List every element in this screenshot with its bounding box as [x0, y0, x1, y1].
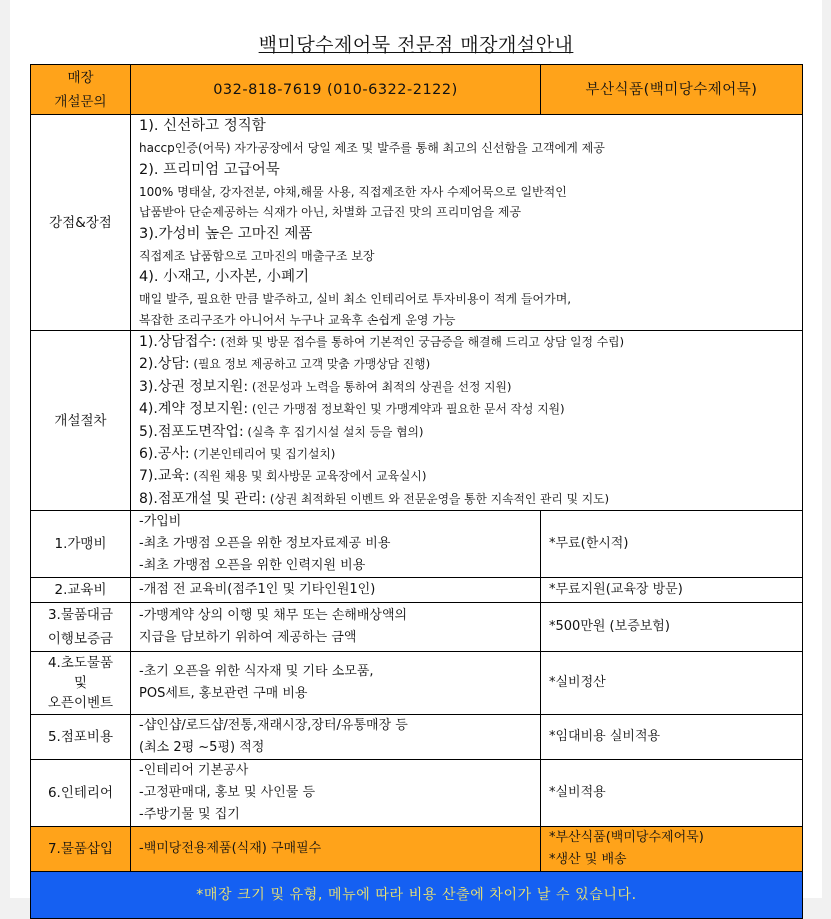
cost-value-line: *500만원 (보증보험) [549, 619, 670, 635]
cost-detail-line: -샵인샵/로드샵/전통,재래시장,장터/유통매장 등 [139, 718, 408, 734]
strength-detail: 복잡한 조리구조가 아니어서 누구나 교육후 손쉽게 운영 가능 [139, 312, 456, 327]
procedure-step-name: 6).공사: [139, 446, 190, 463]
procedure-content [131, 331, 803, 511]
cost-label-line: 2.교육비 [54, 582, 107, 599]
cost-detail-line: -최초 가맹점 오픈을 위한 인력지원 비용 [139, 558, 366, 574]
strengths-row [31, 115, 803, 331]
cost-detail-line: -가입비 [139, 514, 182, 530]
cost-detail-line: -초기 오픈을 위한 식자재 및 기타 소모품, [139, 664, 374, 680]
cost-row [31, 603, 803, 652]
procedure-step-desc: (실측 후 집기시설 설치 등을 협의) [243, 424, 424, 439]
strength-heading: 1). 신선하고 정직함 [139, 118, 266, 134]
procedure-step-name: 8).점포개설 및 관리: [139, 490, 267, 507]
franchise-info-table [30, 64, 803, 919]
cost-value [541, 827, 803, 872]
cost-row [31, 827, 803, 872]
cost-label [31, 511, 131, 578]
procedure-step [139, 353, 802, 375]
cost-label [31, 603, 131, 652]
strength-heading: 2). 프리미엄 고급어묵 [139, 161, 280, 178]
cost-detail-line: -고정판매대, 홍보 및 사인물 등 [139, 785, 316, 801]
notice-banner: *매장 크기 및 유형, 메뉴에 따라 비용 산출에 차이가 날 수 있습니다. [31, 872, 803, 919]
procedure-step-name: 7).교육: [139, 468, 190, 485]
strengths-content [131, 115, 803, 331]
cost-label-line: 3.물품대금 [47, 607, 114, 624]
cost-label-line: 1.가맹비 [54, 536, 107, 553]
procedure-step-desc: (직원 채용 및 회사방문 교육장에서 교육실시) [189, 469, 427, 484]
procedure-label: 개설절차 [31, 331, 131, 511]
procedure-step [139, 421, 802, 443]
cost-detail-line: (최소 2평 ~5평) 적정 [139, 740, 265, 756]
contact-label: 매장 개설문의 [31, 65, 131, 115]
cost-detail-line: POS세트, 홍보관련 구매 비용 [139, 686, 308, 702]
strengths-label: 강점&장점 [31, 115, 131, 331]
cost-value [541, 603, 803, 652]
strength-heading: 3).가성비 높은 고마진 제품 [139, 225, 313, 242]
cost-value-line: *생산 및 배송 [549, 852, 627, 868]
procedure-step-name: 2).상담: [139, 356, 190, 373]
page [10, 0, 822, 904]
cost-value-line: *무료(한시적) [549, 536, 629, 552]
cost-detail-line: -주방기물 및 집기 [139, 807, 240, 823]
cost-label-line: 6.인테리어 [47, 785, 114, 802]
cost-value-line: *실비적용 [549, 785, 606, 801]
cost-value [541, 511, 803, 578]
cost-label [31, 652, 131, 715]
procedure-step-desc: (상권 최적화된 이벤트 와 전문운영을 통한 지속적인 관리 및 지도) [266, 491, 610, 506]
cost-detail [131, 603, 541, 652]
cost-detail [131, 511, 541, 578]
procedure-step-desc: (전화 및 방문 접수를 통하여 기본적인 궁금증을 해결해 드리고 상담 일정 수립) [216, 335, 625, 349]
procedure-row [31, 331, 803, 511]
cost-detail-line: -인테리어 기본공사 [139, 763, 249, 779]
procedure-step-name: 1).상담접수: [139, 334, 217, 350]
cost-detail [131, 715, 541, 760]
cost-label [31, 760, 131, 827]
procedure-step-name: 4).계약 정보지원: [139, 401, 249, 418]
strength-detail: haccp인증(어묵) 자가공장에서 당일 제조 및 발주를 통해 최고의 신선함을 고객에게 제공 [139, 141, 605, 155]
cost-value [541, 715, 803, 760]
strength-detail: 납품받아 단순제공하는 식재가 아닌, 차별화 고급진 맛의 프리미엄을 제공 [139, 205, 522, 219]
cost-value-line: *무료지원(교육장 방문) [549, 582, 683, 598]
procedure-step [139, 465, 802, 487]
cost-detail-line: -개점 전 교육비(점주1인 및 기타인원1인) [139, 582, 376, 598]
cost-row [31, 715, 803, 760]
cost-value-line: *임대비용 실비적용 [549, 729, 661, 745]
cost-value [541, 652, 803, 715]
contact-phone: 032-818-7619 (010-6322-2122) [131, 65, 541, 115]
procedure-step-desc: (기본인테리어 및 집기설치) [189, 447, 336, 462]
strength-heading: 4). 小재고, 小자본, 小폐기 [139, 269, 310, 285]
cost-value [541, 760, 803, 827]
cost-label [31, 715, 131, 760]
cost-label-line: 이행보증금 [47, 631, 114, 648]
cost-label [31, 578, 131, 603]
cost-label-line: 5.점포비용 [47, 729, 114, 746]
cost-detail-line: 지급을 담보하기 위하여 제공하는 금액 [139, 630, 357, 646]
procedure-step [139, 443, 802, 465]
notice-row [31, 872, 803, 919]
strength-detail: 100% 명태살, 강자전분, 야채,해물 사용, 직접제조한 자사 수제어묵으로 일반적인 [139, 184, 567, 199]
cost-row [31, 652, 803, 715]
cost-detail [131, 652, 541, 715]
cost-label-line: 7.물품삽입 [47, 841, 114, 858]
procedure-step [139, 376, 802, 398]
strength-detail: 매일 발주, 필요한 만큼 발주하고, 실비 최소 인테리어로 투자비용이 적게 들어가며, [139, 292, 572, 306]
strength-detail: 직접제조 납품함으로 고마진의 매출구조 보장 [139, 248, 375, 263]
procedure-step-name: 5).점포도면작업: [139, 423, 244, 440]
cost-label-line: 및 [73, 675, 88, 692]
cost-row [31, 760, 803, 827]
cost-label [31, 827, 131, 872]
procedure-step [139, 331, 802, 353]
procedure-step-desc: (전문성과 노력을 통하여 최적의 상권을 선정 지원) [248, 379, 512, 394]
procedure-step-desc: (필요 정보 제공하고 고객 맞춤 가맹상담 진행) [189, 357, 431, 372]
procedure-step [139, 488, 802, 510]
cost-label-line: 4.초도물품 [47, 655, 114, 672]
cost-value-line: *부산식품(백미당수제어묵) [549, 830, 704, 846]
contact-company: 부산식품(백미당수제어묵) [541, 65, 803, 115]
cost-row [31, 578, 803, 603]
cost-detail [131, 578, 541, 603]
cost-detail [131, 760, 541, 827]
contact-row [31, 65, 803, 115]
cost-row [31, 511, 803, 578]
cost-value-line: *실비정산 [549, 675, 606, 691]
cost-detail [131, 827, 541, 872]
cost-value [541, 578, 803, 603]
cost-detail-line: -가맹계약 상의 이행 및 채무 또는 손해배상액의 [139, 608, 408, 624]
procedure-step [139, 398, 802, 420]
procedure-step-name: 3).상권 정보지원: [139, 378, 249, 395]
page-title: 백미당수제어묵 전문점 매장개설안내 [258, 34, 574, 56]
cost-label-line: 오픈이벤트 [47, 695, 114, 712]
cost-detail-line: -백미당전용제품(식재) 구매필수 [139, 841, 322, 857]
cost-detail-line: -최초 가맹점 오픈을 위한 정보자료제공 비용 [139, 536, 391, 552]
procedure-step-desc: (인근 가맹점 정보확인 및 가맹계약과 필요한 문서 작성 지원) [248, 402, 565, 417]
